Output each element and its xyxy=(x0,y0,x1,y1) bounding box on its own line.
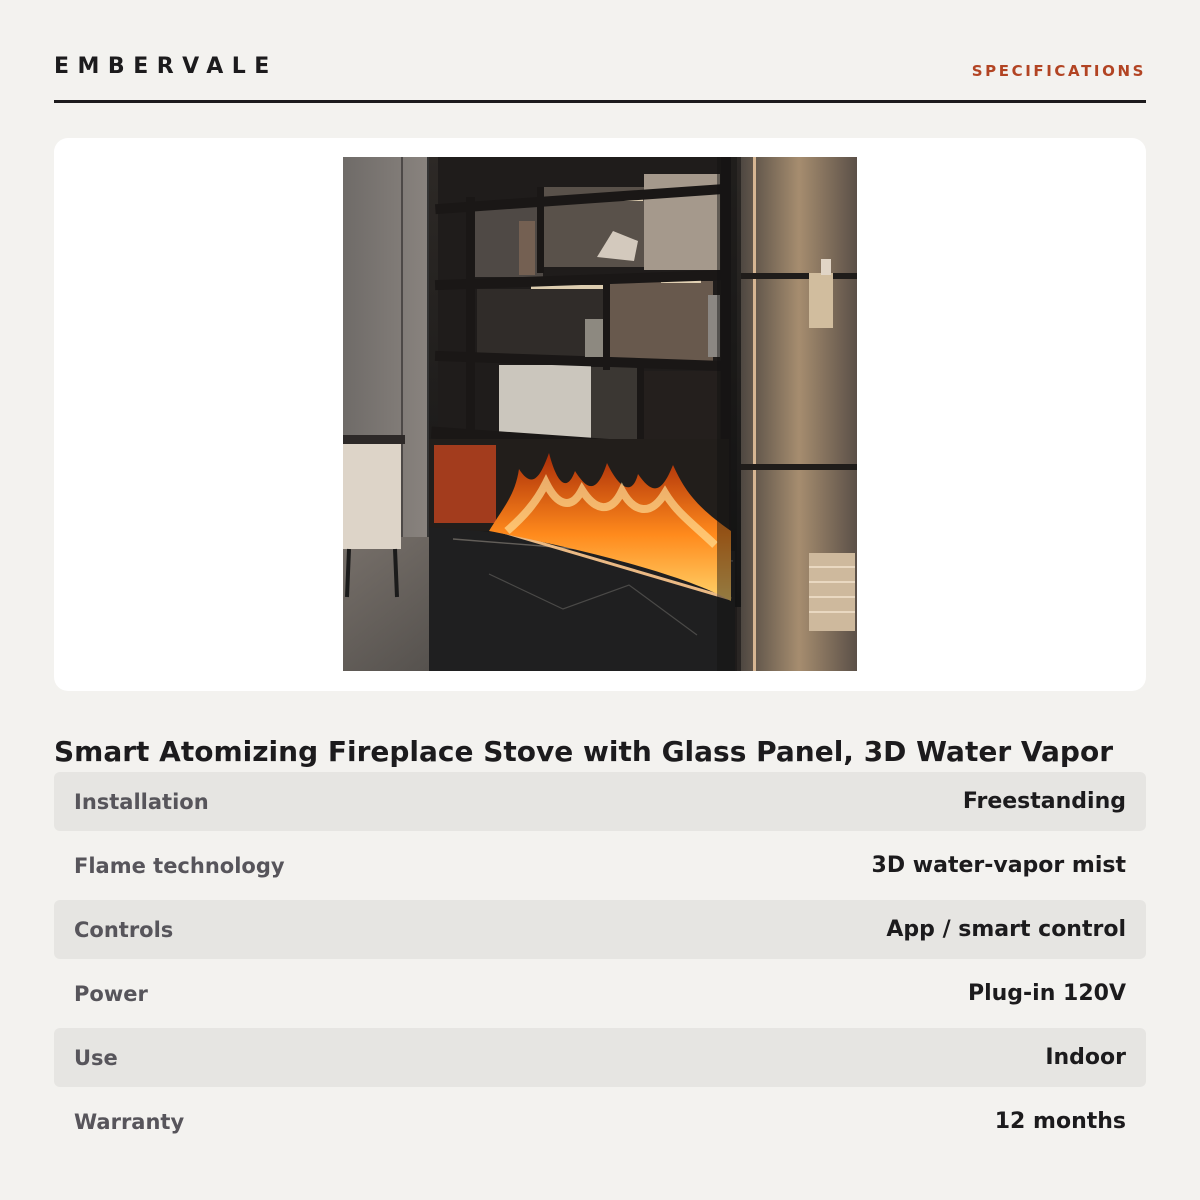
product-image-card xyxy=(54,138,1146,691)
spec-row-power xyxy=(54,964,1146,1023)
spec-label: Use xyxy=(74,1045,118,1070)
spec-row-flame-technology xyxy=(54,836,1146,895)
spec-row-use xyxy=(54,1028,1146,1087)
product-image xyxy=(343,157,857,671)
specifications-link[interactable]: SPECIFICATIONS xyxy=(971,62,1146,80)
spec-row-installation xyxy=(54,772,1146,831)
spec-value: App / smart control xyxy=(886,917,1126,942)
spec-value: 3D water-vapor mist xyxy=(871,853,1126,878)
spec-label: Warranty xyxy=(74,1109,185,1134)
spec-label: Installation xyxy=(74,789,209,814)
spec-label: Power xyxy=(74,981,148,1006)
spec-value: Freestanding xyxy=(962,789,1126,814)
site-header xyxy=(54,0,1146,103)
spec-row-controls xyxy=(54,900,1146,959)
spec-value: Indoor xyxy=(1045,1045,1126,1070)
product-title: Smart Atomizing Fireplace Stove with Glass Panel, 3D Water Vapor xyxy=(54,734,1113,768)
product-page xyxy=(54,0,1146,1200)
spec-value: Plug-in 120V xyxy=(967,981,1126,1006)
brand-logo[interactable]: EMBERVALE xyxy=(54,54,278,79)
spec-row-warranty xyxy=(54,1092,1146,1151)
spec-label: Flame technology xyxy=(74,853,285,878)
spec-label: Controls xyxy=(74,917,174,942)
specifications-table xyxy=(54,772,1146,1156)
spec-value: 12 months xyxy=(994,1109,1126,1134)
